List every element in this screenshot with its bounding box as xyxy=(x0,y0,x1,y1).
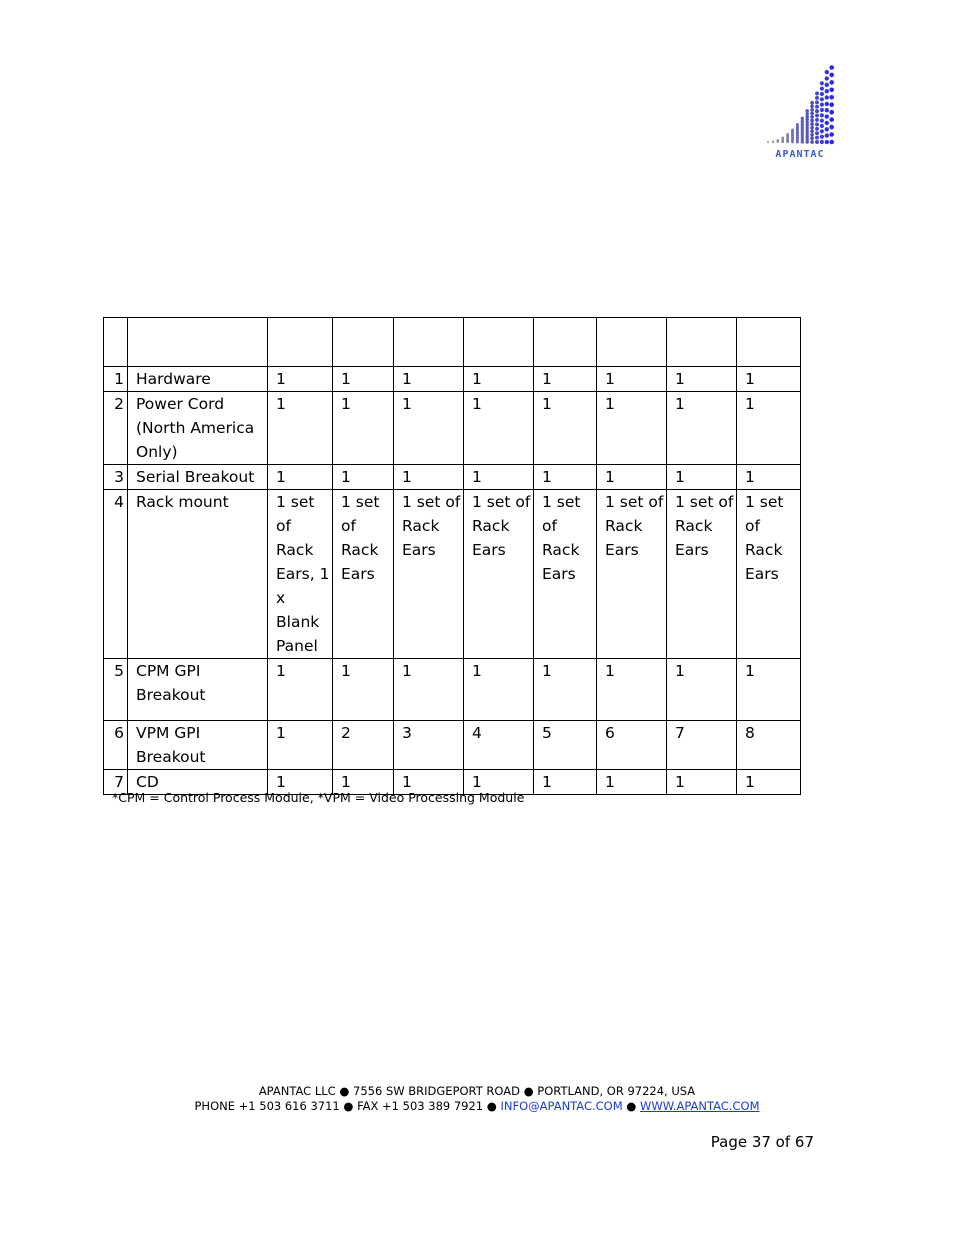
quantity-cell: 1 xyxy=(667,770,737,795)
quantity-cell: 1 xyxy=(464,367,534,392)
quantity-cell: 1 xyxy=(534,659,597,721)
item-name-cell: CPM GPI Breakout xyxy=(128,659,268,721)
quantity-cell: 1 xyxy=(597,770,667,795)
quantity-cell: 1 set of Rack Ears, 1 x Blank Panel xyxy=(268,490,333,659)
quantity-cell: 2 xyxy=(333,721,394,770)
item-name-cell: Power Cord (North America Only) xyxy=(128,392,268,465)
quantity-cell: 1 set of Rack Ears xyxy=(394,490,464,659)
quantity-cell: 3 xyxy=(394,721,464,770)
row-number-cell: 5 xyxy=(104,659,128,721)
quantity-cell: 1 xyxy=(737,770,801,795)
quantity-cell: 1 xyxy=(667,465,737,490)
page-footer xyxy=(0,1084,954,1114)
quantity-cell: 1 xyxy=(394,465,464,490)
item-name-cell: Rack mount xyxy=(128,490,268,659)
quantity-cell: 1 xyxy=(268,721,333,770)
header-cell xyxy=(667,318,737,367)
quantity-cell: 1 set of Rack Ears xyxy=(597,490,667,659)
quantity-cell: 1 xyxy=(534,770,597,795)
quantity-cell: 1 xyxy=(464,659,534,721)
header-cell xyxy=(128,318,268,367)
quantity-cell: 1 xyxy=(597,367,667,392)
quantity-cell: 1 xyxy=(534,392,597,465)
header-cell xyxy=(394,318,464,367)
quantity-cell: 1 xyxy=(333,367,394,392)
quantity-cell: 1 xyxy=(394,392,464,465)
quantity-cell: 5 xyxy=(534,721,597,770)
quantity-cell: 1 set of Rack Ears xyxy=(737,490,801,659)
item-name-cell: VPM GPI Breakout xyxy=(128,721,268,770)
row-number-cell: 6 xyxy=(104,721,128,770)
quantity-cell: 7 xyxy=(667,721,737,770)
quantity-cell: 6 xyxy=(597,721,667,770)
quantity-cell: 1 xyxy=(268,770,333,795)
apantac-logo-icon xyxy=(762,56,842,151)
header-cell xyxy=(597,318,667,367)
quantity-cell: 1 xyxy=(268,659,333,721)
quantity-cell: 1 xyxy=(394,770,464,795)
row-number-cell: 3 xyxy=(104,465,128,490)
quantity-cell: 1 xyxy=(268,465,333,490)
footer-address: APANTAC LLC ● 7556 SW BRIDGEPORT ROAD ● PORTLAND, OR 97224, USA xyxy=(258,1084,696,1098)
item-name-cell: Serial Breakout xyxy=(128,465,268,490)
page-number: Page 37 of 67 xyxy=(710,1133,814,1151)
quantity-cell: 1 set of Rack Ears xyxy=(667,490,737,659)
header-cell xyxy=(333,318,394,367)
package-contents-table xyxy=(103,317,801,795)
footer-email-link[interactable]: INFO@APANTAC.COM xyxy=(500,1099,623,1113)
quantity-cell: 1 set of Rack Ears xyxy=(534,490,597,659)
quantity-cell: 1 xyxy=(394,367,464,392)
quantity-cell: 1 xyxy=(737,465,801,490)
footer-phone-fax: PHONE +1 503 616 3711 ● FAX +1 503 389 7921 ● xyxy=(194,1099,501,1113)
quantity-cell: 1 xyxy=(737,367,801,392)
quantity-cell: 1 xyxy=(464,770,534,795)
header-cell xyxy=(737,318,801,367)
footer-website-link[interactable]: WWW.APANTAC.COM xyxy=(640,1099,760,1113)
row-number-cell: 1 xyxy=(104,367,128,392)
quantity-cell: 1 xyxy=(597,465,667,490)
table-row xyxy=(104,490,801,659)
quantity-cell: 4 xyxy=(464,721,534,770)
quantity-cell: 1 xyxy=(534,465,597,490)
footer-contact xyxy=(0,1099,954,1114)
item-name-cell: CD xyxy=(128,770,268,795)
quantity-cell: 8 xyxy=(737,721,801,770)
header-cell xyxy=(268,318,333,367)
quantity-cell: 1 xyxy=(394,659,464,721)
footer-separator: ● xyxy=(622,1099,641,1113)
logo-text: APANTAC xyxy=(775,149,825,160)
apantac-logo xyxy=(762,56,842,166)
header-cell xyxy=(534,318,597,367)
table-row xyxy=(104,659,801,721)
table-row xyxy=(104,392,801,465)
quantity-cell: 1 xyxy=(268,367,333,392)
quantity-cell: 1 xyxy=(737,392,801,465)
quantity-cell: 1 xyxy=(333,659,394,721)
quantity-cell: 1 xyxy=(333,392,394,465)
header-cell xyxy=(464,318,534,367)
table-row xyxy=(104,367,801,392)
table-footnote: *CPM = Control Process Module, *VPM = Video Processing Module xyxy=(112,790,525,805)
row-number-cell: 7 xyxy=(104,770,128,795)
quantity-cell: 1 set of Rack Ears xyxy=(464,490,534,659)
row-number-cell: 2 xyxy=(104,392,128,465)
quantity-cell: 1 xyxy=(534,367,597,392)
quantity-cell: 1 xyxy=(667,659,737,721)
quantity-cell: 1 xyxy=(268,392,333,465)
table-row xyxy=(104,465,801,490)
quantity-cell: 1 xyxy=(597,392,667,465)
quantity-cell: 1 xyxy=(333,465,394,490)
quantity-cell: 1 xyxy=(464,392,534,465)
item-name-cell: Hardware xyxy=(128,367,268,392)
quantity-cell: 1 xyxy=(464,465,534,490)
quantity-cell: 1 xyxy=(737,659,801,721)
row-number-cell: 4 xyxy=(104,490,128,659)
quantity-cell: 1 xyxy=(597,659,667,721)
table-header-row xyxy=(104,318,801,367)
quantity-cell: 1 xyxy=(667,392,737,465)
quantity-cell: 1 xyxy=(667,367,737,392)
quantity-cell: 1 xyxy=(333,770,394,795)
header-cell xyxy=(104,318,128,367)
quantity-cell: 1 set of Rack Ears xyxy=(333,490,394,659)
table-row xyxy=(104,721,801,770)
